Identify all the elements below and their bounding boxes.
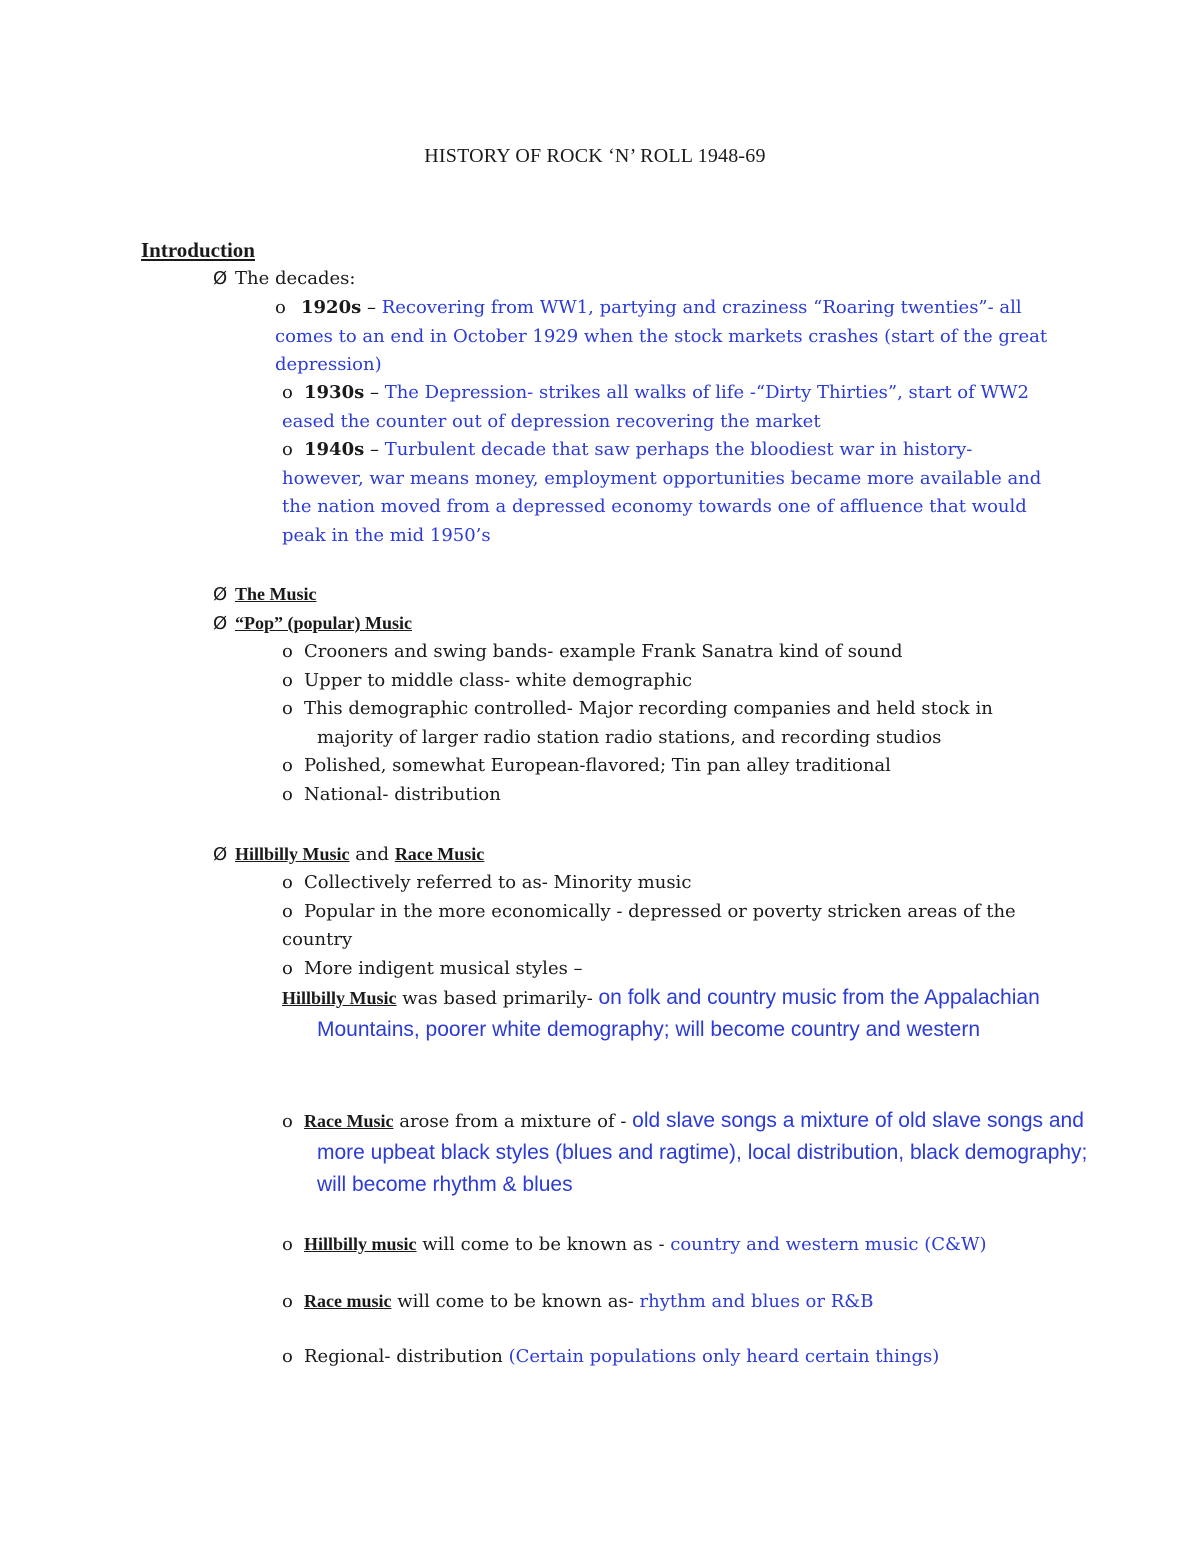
- sub-bullet-icon: o: [282, 755, 293, 776]
- sub-bullet-icon: o: [282, 382, 293, 403]
- sub-bullet-icon: o: [275, 297, 286, 318]
- hillbilly-music-heading: Hillbilly Music: [235, 844, 350, 864]
- sub-bullet-icon: o: [282, 698, 293, 719]
- arrow-bullet-icon: Ø: [213, 584, 228, 605]
- decade-text: Recovering from WW1, partying and craziness “Roaring twenties”- all comes to an end in October 1929 when the stock markets crashes (start of the great depression): [275, 297, 1048, 375]
- decade-label: 1940s: [304, 439, 365, 460]
- list-item: o Upper to middle class- white demographic: [282, 667, 1072, 696]
- list-item: o Collectively referred to as- Minority music: [282, 869, 1072, 898]
- list-item: o Crooners and swing bands- example Frank Sanatra kind of sound: [282, 638, 1072, 667]
- page-title: HISTORY OF ROCK ‘N’ ROLL 1948-69: [424, 145, 766, 167]
- decade-label: 1930s: [304, 382, 365, 403]
- the-music-heading: The Music: [235, 584, 317, 604]
- bullet-pop-music: [213, 609, 412, 639]
- sub-bullet-icon: o: [282, 1111, 293, 1132]
- decade-text: Turbulent decade that saw perhaps the bloodiest war in history- however, war means money, employment opportunities became more available and the nation moved from a depressed economy towards one of affluence that would peak in the mid 1950’s: [282, 439, 1042, 546]
- hillbilly-text: on folk and country music from the Appalachian Mountains, poorer white demography; will become country and western: [317, 986, 1040, 1041]
- decade-item-1940s: o 1940s – Turbulent decade that saw perhaps the bloodiest war in history- however, war means money, employment opportunities became more available and the nation moved from a depressed economy towards one of affluence that would peak in the mid 1950’s: [282, 436, 1052, 550]
- bullet-hillbilly-race: Ø Hillbilly Music and Race Music: [213, 840, 484, 870]
- list-item: o National- distribution: [282, 781, 1072, 810]
- race-text: old slave songs a mixture of old slave songs and more upbeat black styles (blues and ragtime), local distribution, black demography; will become rhythm & blues: [317, 1109, 1088, 1196]
- minority-list: [282, 869, 1072, 983]
- sub-bullet-icon: o: [282, 900, 293, 922]
- decade-text: The Depression- strikes all walks of life -“Dirty Thirties”, start of WW2 eased the counter out of depression recovering the market: [282, 382, 1029, 432]
- bullet-decades: [213, 265, 355, 294]
- sub-bullet-icon: o: [282, 872, 293, 893]
- regional-distribution: o Regional- distribution (Certain populations only heard certain things): [282, 1343, 1072, 1372]
- bullet-the-music: [213, 580, 317, 610]
- arrow-bullet-icon: Ø: [213, 268, 228, 289]
- sub-bullet-icon: o: [282, 783, 293, 805]
- pop-music-heading: “Pop” (popular) Music: [235, 613, 413, 633]
- section-heading-introduction: Introduction: [141, 238, 255, 262]
- decade-item-1930s: o 1930s – The Depression- strikes all walks of life -“Dirty Thirties”, start of WW2 eased the counter out of depression recovering the market: [282, 379, 1068, 436]
- sub-bullet-icon: o: [282, 1346, 293, 1367]
- sub-bullet-icon: o: [282, 641, 293, 662]
- race-label: Race Music: [304, 1111, 394, 1131]
- arrow-bullet-icon: Ø: [213, 844, 228, 865]
- sub-bullet-icon: o: [282, 439, 293, 460]
- list-item: o More indigent musical styles –: [282, 955, 1072, 984]
- hillbilly-known-as: o Hillbilly music will come to be known as - country and western music (C&W): [282, 1230, 1072, 1260]
- sub-bullet-icon: o: [282, 669, 293, 691]
- list-item: o This demographic controlled- Major recording companies and held stock in majority of larger radio station radio stations, and recording studios: [282, 695, 1072, 752]
- hillbilly-paragraph: Hillbilly Music was based primarily- on folk and country music from the Appalachian Mountains, poorer white demography; will become country and western: [282, 986, 1040, 1041]
- race-paragraph: o Race Music arose from a mixture of - old slave songs a mixture of old slave songs and more upbeat black styles (blues and ragtime), local distribution, black demography; will become rhythm & blues: [282, 1105, 1107, 1201]
- list-item: o Popular in the more economically - depressed or poverty stricken areas of the country: [282, 898, 1072, 955]
- decades-label: The decades:: [235, 268, 356, 289]
- sub-bullet-icon: o: [282, 1234, 293, 1255]
- hillbilly-label: Hillbilly Music: [282, 988, 397, 1008]
- decade-label: 1920s: [301, 297, 362, 318]
- sub-bullet-icon: o: [282, 1291, 293, 1312]
- arrow-bullet-icon: Ø: [213, 613, 228, 634]
- pop-list: [282, 638, 1072, 809]
- list-item: o Polished, somewhat European-flavored; Tin pan alley traditional: [282, 752, 1072, 781]
- race-music-heading: Race Music: [394, 844, 485, 864]
- race-known-as: o Race music will come to be known as- rhythm and blues or R&B: [282, 1287, 1072, 1317]
- sub-bullet-icon: o: [282, 957, 293, 979]
- decade-item-1920s: o 1920s – Recovering from WW1, partying and craziness “Roaring twenties”- all comes to an end in October 1929 when the stock markets crashes (start of the great depression): [275, 294, 1065, 380]
